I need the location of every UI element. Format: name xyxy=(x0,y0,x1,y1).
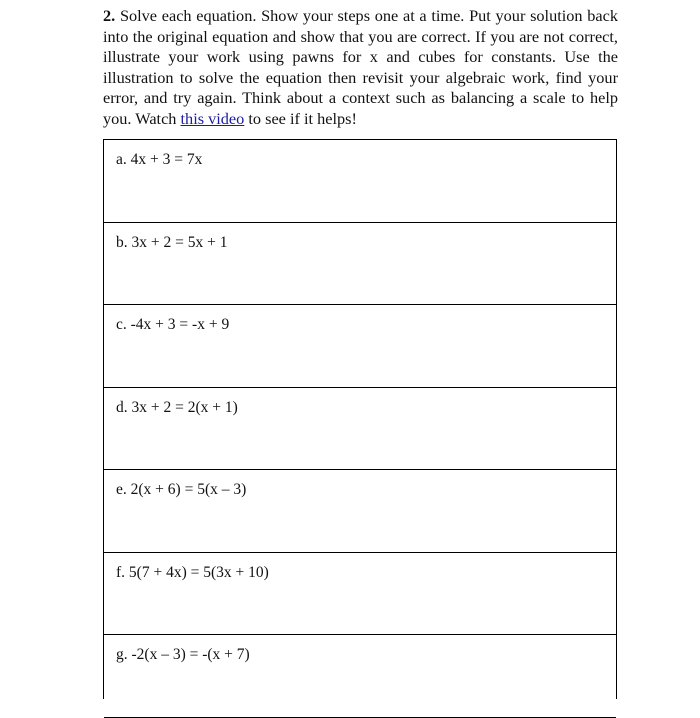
problem-equation xyxy=(116,563,269,583)
problem-table xyxy=(103,139,617,699)
equation-text: -4x + 3 = -x + 9 xyxy=(130,316,230,333)
equation-text: -2(x – 3) = -(x + 7) xyxy=(131,646,250,663)
equation-text: 2(x + 6) = 5(x – 3) xyxy=(130,481,247,498)
equation-text: 5(7 + 4x) = 5(3x + 10) xyxy=(128,563,269,581)
problem-row-c[interactable] xyxy=(104,305,616,388)
problem-equation xyxy=(116,315,229,335)
problem-equation xyxy=(116,233,227,253)
problem-equation xyxy=(116,480,246,500)
problem-equation xyxy=(116,398,238,418)
problem-row-a[interactable] xyxy=(104,140,616,223)
problem-label: b. xyxy=(116,233,128,251)
problem-row-e[interactable] xyxy=(104,470,616,553)
problem-label: c. xyxy=(116,316,127,333)
problem-label: e. xyxy=(116,481,127,498)
instructions-text: Solve each equation. Show your steps one at a time. Put your solution back into the original equation and show that you are correct. If you are not correct, illustrate your work using pawns for x and cubes for constants. Use the illustration to solve the equation then revisit your algebraic work, find your error, and try again. Think about a context such as balancing a scale to help you. Watch xyxy=(103,6,618,128)
problem-equation xyxy=(116,645,250,665)
equation-text: 3x + 2 = 2(x + 1) xyxy=(131,398,238,416)
problem-equation xyxy=(116,150,202,170)
problem-row-f[interactable] xyxy=(104,553,616,636)
problem-row-d[interactable] xyxy=(104,388,616,471)
problem-row-b[interactable] xyxy=(104,223,616,306)
instructions-text-end: to see if it helps! xyxy=(248,108,357,128)
problem-label: d. xyxy=(116,398,128,416)
problem-label: g. xyxy=(116,646,128,663)
problem-row-g[interactable] xyxy=(104,635,616,718)
problem-label: a. xyxy=(116,151,127,168)
problem-label: f. xyxy=(116,563,126,581)
video-link[interactable]: this video xyxy=(180,108,245,128)
question-number: 2. xyxy=(103,6,116,25)
equation-text: 4x + 3 = 7x xyxy=(130,151,203,168)
instructions-paragraph xyxy=(103,6,618,130)
equation-text: 3x + 2 = 5x + 1 xyxy=(131,233,228,251)
